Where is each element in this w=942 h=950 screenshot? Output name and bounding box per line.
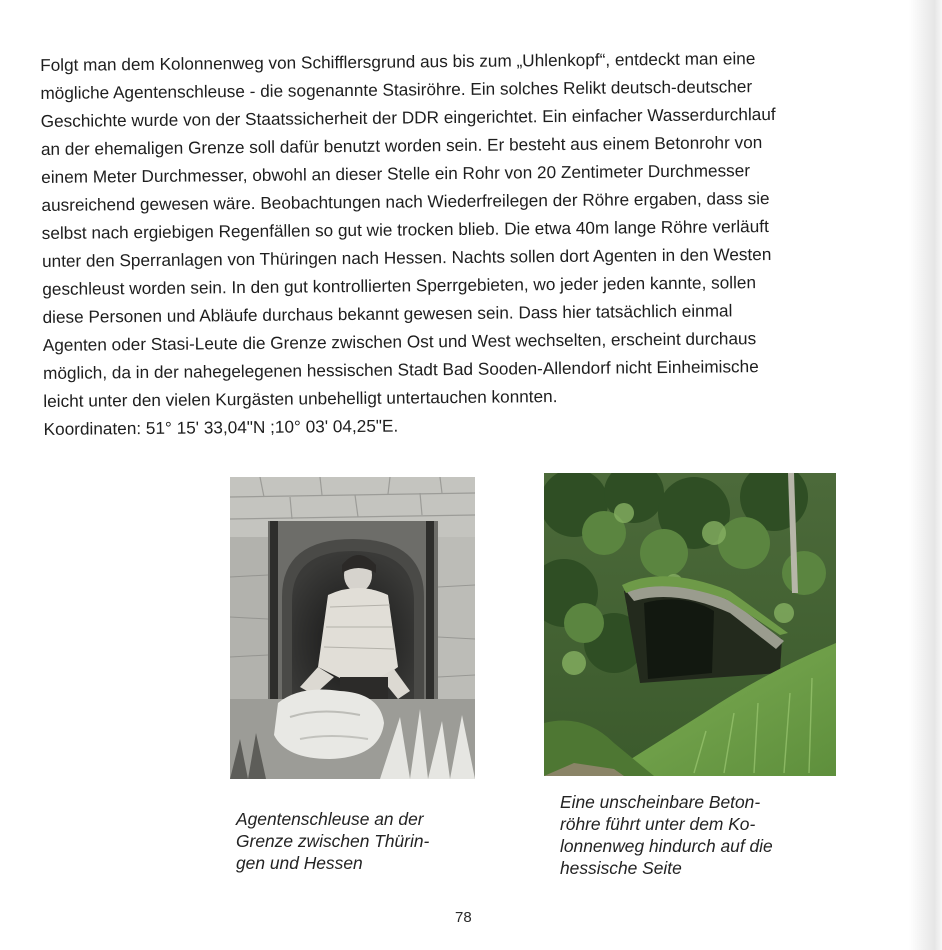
photo-agent-in-pipe	[230, 477, 475, 779]
caption-right	[560, 791, 773, 879]
body-line: Agenten oder Stasi-Leute die Grenze zwischen Ost und West wechselten, erscheint durchaus	[42, 328, 757, 355]
body-line: einem Meter Durchmesser, obwohl an dieser Stelle ein Rohr von 20 Zentimeter Durchmesser	[41, 160, 751, 187]
photo-overgrown-pipe	[544, 473, 836, 776]
coordinates-line: Koordinaten: 51° 15' 33,04"N ;10° 03' 04,25"E.	[43, 415, 399, 439]
body-line: leicht unter den vielen Kurgästen unbehelligt untertauchen konnten.	[43, 386, 558, 411]
caption-line: röhre führt unter dem Ko-	[560, 814, 756, 834]
caption-left	[236, 808, 429, 874]
body-line: selbst nach ergiebigen Regenfällen so gut wie trocken blieb. Die etwa 40m lange Röhre verläuft	[41, 216, 769, 243]
caption-line: hessische Seite	[560, 858, 682, 878]
caption-line: Eine unscheinbare Beton-	[560, 792, 761, 812]
caption-line: lonnenweg hindurch auf die	[560, 836, 773, 856]
body-line: unter den Sperranlagen von Thüringen nach Hessen. Nachts sollen dort Agenten in den Westen	[41, 243, 772, 271]
caption-line: Grenze zwischen Thürin-	[236, 831, 430, 851]
body-line: an der ehemaligen Grenze soll dafür benutzt worden sein. Er besteht aus einem Betonrohr von	[40, 132, 763, 159]
body-line: Geschichte wurde von der Staatssicherheit der DDR eingerichtet. Ein einfacher Wasserdurchlauf	[40, 103, 776, 131]
body-line: ausreichend gewesen wäre. Beobachtungen nach Wiederfreilegen der Röhre ergaben, dass sie	[41, 188, 770, 215]
caption-line: gen und Hessen	[236, 853, 363, 873]
body-line: geschleust worden sein. In den gut kontrollierten Sperrgebieten, wo jeder jeden kannte, sollen	[42, 272, 757, 299]
body-line: mögliche Agentenschleuse - die sogenannte Stasiröhre. Ein solches Relikt deutsch-deutscher	[40, 76, 753, 103]
page-number: 78	[455, 909, 472, 926]
body-line: diese Personen und Abläufe durchaus bekannt gewesen sein. Dass hier tatsächlich einmal	[42, 300, 733, 327]
body-line: möglich, da in der nahegelegenen hessischen Stadt Bad Sooden-Allendorf nicht Einheimische	[42, 356, 759, 383]
body-paragraph	[40, 43, 904, 443]
caption-line: Agentenschleuse an der	[236, 809, 424, 829]
body-line: Folgt man dem Kolonnenweg von Schifflersgrund aus bis zum „Uhlenkopf“, entdeckt man eine	[40, 48, 756, 75]
